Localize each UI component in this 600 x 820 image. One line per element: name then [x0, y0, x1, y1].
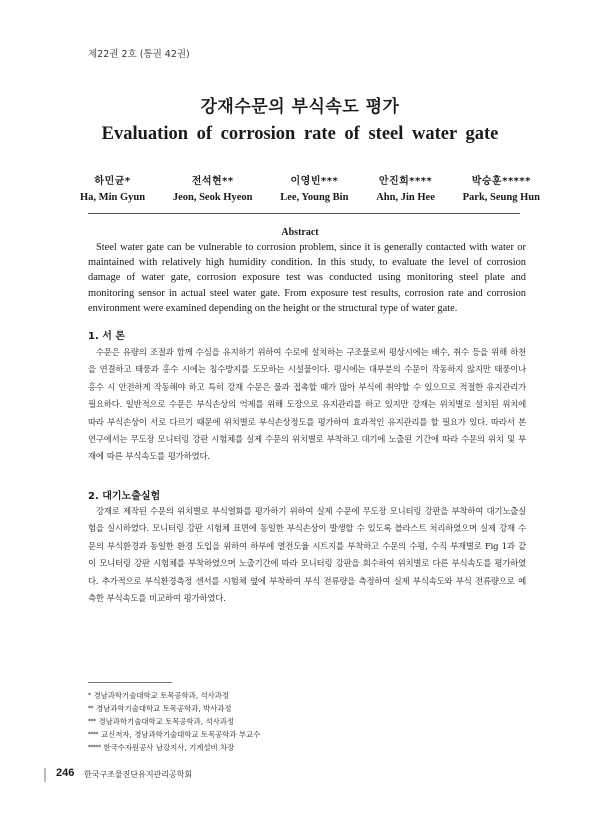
section-body-introduction: 수문은 유량의 조절과 함께 수심을 유지하기 위하여 수로에 설치하는 구조물로써 평상시에는 배수, 취수 등을 위해 하천을 연결하고 태풍과 홍수 시에는 침수방지를 도모하는 시설물이다. 평시에는 대부분의 수문이 작동하지 않지만 태풍이나 홍수 시 안전하게 작동해야 하고 특히 강재 수문은 물과 접촉할 때가 많아 부식에 취약할 수 있으므로 적절한 유지관리가 필요하다. 일반적으로 수문은 부식손상의 억제를 위해 도장으로 유지관리를 하고 있지만 강재는 위치별로 설치된 위치에 따라 부식손상이 서로 다르기 때문에 위치별로 부식손상정도를 평가하여 효과적인 유지관리를 할 필요가 있다. 따라서 본 연구에서는 무도장 모니터링 강판 시험체를 실제 수문의 위치별로 부착하고 대기에 노출된 기간에 따라 수문의 위치 및 부재에 따른 부식속도를 평가하였다.	[88, 347, 526, 462]
footnote-text: 경남과학기술대학교 토목공학과, 석사과정	[98, 717, 235, 726]
footnote-mark: *	[88, 692, 91, 699]
footer-bar	[44, 768, 46, 782]
author	[80, 172, 145, 203]
author-name-english: Ahn, Jin Hee	[376, 192, 435, 203]
footnote-mark: ****	[88, 731, 98, 738]
author	[463, 172, 540, 203]
title-english: Evaluation of corrosion rate of steel water gate	[101, 124, 499, 144]
footnote-mark: **	[88, 705, 93, 712]
page-number: 246	[56, 767, 75, 779]
footnote-text: 교신저자, 경남과학기술대학교 토목공학과 부교수	[101, 730, 261, 739]
section-body-exposure-test: 강재로 제작된 수문의 위치별로 부식열화를 평가하기 위하여 실제 수문에 무도장 모니터링 강판을 부착하여 대기노출실험을 실시하였다. 모니터링 강판 시험체 표면에 동일한 부식손상이 발생할 수 있도록 블라스트 처리하였으며 실제 강재 수문의 부식환경과 동일한 환경 도입을 위하여 하부에 열전도율 시트지를 부착하고 수문의 수평, 수직 부재별로 Fig 1과 같이 모니터링 강판 시험체를 부착하였으며 노출기간에 따라 모니터링 강판을 회수하여 위치별로 다른 부식속도를 평가하였다. 추가적으로 부식환경측정 센서를 시험체 옆에 부착하여 부식 전류량을 측정하여 실제 부식속도와 부식 전류량으로 예측한 부식속도를 비교하여 평가하였다.	[88, 506, 526, 604]
author-name-korean: 박승훈*****	[471, 176, 531, 187]
footnote	[88, 689, 488, 702]
footnote	[88, 728, 488, 741]
footnote-text: 경남과학기술대학교 토목공학과, 박사과정	[96, 704, 232, 713]
section-heading-exposure-test: 2. 대기노출실험	[88, 491, 161, 502]
author	[376, 172, 435, 203]
issue-header: 제22권 2호 (통권 42권)	[88, 49, 190, 60]
footnote	[88, 741, 488, 754]
footnote-list	[88, 689, 488, 754]
footnote	[88, 702, 488, 715]
footnote-divider	[88, 682, 172, 683]
author-name-korean: 안진희****	[378, 176, 433, 187]
author-list	[80, 172, 540, 203]
author-name-korean: 하민균*	[94, 176, 131, 187]
footnote-mark: *****	[88, 744, 101, 751]
abstract-body: Steel water gate can be vulnerable to corrosion problem, since it is generally contacted with water or maintained with relatively high humidity condition. In this study, to evaluate the level of corrosion damage of water gate, corrosion exposure test was conducted using monitoring steel plate and monitoring sensor in actual steel water gate. From exposure test results, corrosion rate and corrosion environment were examined depending on the height or the structural type of water gate.	[88, 242, 526, 314]
author-name-korean: 전석현**	[191, 176, 234, 187]
section-heading-introduction: 1. 서 론	[88, 331, 126, 342]
author-name-english: Ha, Min Gyun	[80, 192, 146, 203]
author-name-english: Lee, Young Bin	[280, 192, 349, 203]
title-divider	[88, 213, 520, 214]
footnote-mark: ***	[88, 718, 96, 725]
author-name-english: Park, Seung Hun	[462, 192, 540, 203]
author-name-english: Jeon, Seok Hyeon	[172, 192, 253, 203]
footnote	[88, 715, 488, 728]
title-korean: 강재수문의 부식속도 평가	[200, 97, 400, 117]
author	[173, 172, 253, 203]
journal-name: 한국구조물진단유지관리공학회	[84, 770, 193, 779]
footnote-text: 경남과학기술대학교 토목공학과, 석사과정	[93, 691, 230, 700]
author-name-korean: 이영빈***	[290, 176, 339, 187]
author	[280, 172, 348, 203]
abstract-heading: Abstract	[281, 227, 319, 238]
footnote-text: 한국수자원공사 남강지사, 기계설비 차장	[103, 743, 235, 752]
